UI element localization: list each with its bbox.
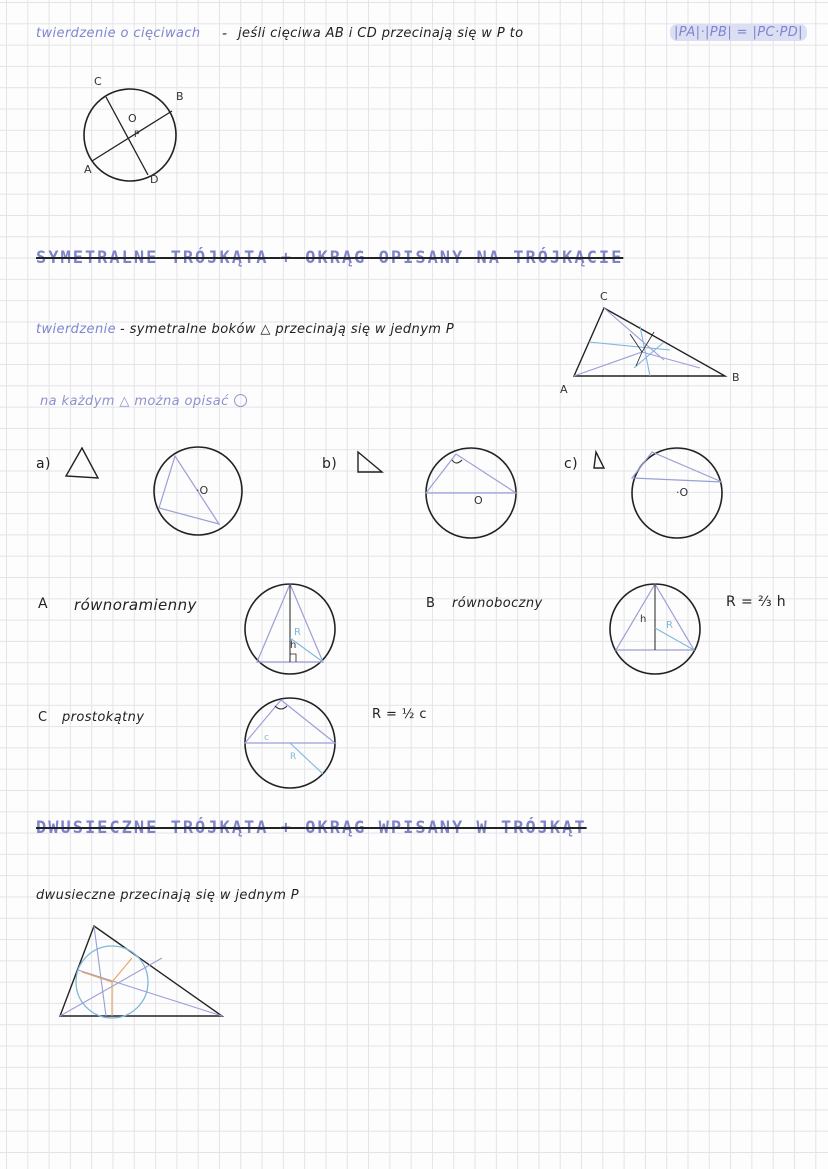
- type-A-letter: A: [38, 596, 48, 612]
- label-R-equilateral: R: [666, 620, 673, 631]
- label-c-right: c: [264, 733, 269, 743]
- label-B: B: [176, 90, 184, 103]
- label-D: D: [150, 173, 159, 186]
- equilateral-formula: R = ⅔ h: [726, 594, 787, 610]
- label-P: P: [134, 130, 140, 140]
- label-h-isosceles: h: [290, 640, 297, 651]
- theorem2-text: - symetralne boków △ przecinają się w jednym P: [120, 322, 455, 337]
- theorem-dash: -: [222, 26, 228, 42]
- acute-triangle-icon: [64, 446, 100, 480]
- center-b: O: [474, 494, 483, 507]
- case-c-label: c): [564, 456, 578, 472]
- chord-circle-figure: [80, 95, 180, 175]
- right-circumcircle: [243, 696, 337, 790]
- label-h-equilateral: h: [640, 614, 647, 625]
- right-triangle-icon: [356, 450, 384, 474]
- label-R-isosceles: R: [294, 627, 301, 638]
- center-c: ·O: [676, 486, 689, 499]
- label-O: O: [128, 112, 137, 125]
- theorem-text: jeśli cięciwa AB i CD przecinają się w P to: [238, 26, 524, 41]
- type-C-letter: C: [38, 710, 48, 725]
- heading-perpendicular-bisectors: SYMETRALNE TRÓJKĄTA + OKRĄG OPISANY NA TRÓJKĄCIE: [36, 248, 624, 268]
- incircle-figure: [58, 924, 224, 1020]
- theorem-term: twierdzenie o cięciwach: [36, 26, 201, 41]
- bisector-triangle-figure: [570, 306, 730, 381]
- bisectors-text: dwusieczne przecinają się w jednym P: [36, 888, 300, 903]
- circumcircle-right: [424, 446, 518, 540]
- equilateral-circumcircle: [608, 582, 702, 676]
- type-A-name: równoramienny: [74, 596, 197, 614]
- tri-label-A: A: [560, 383, 568, 396]
- chord-formula: |PA|·|PB| = |PC·PD|: [670, 25, 807, 40]
- tri-label-C: C: [600, 290, 608, 303]
- right-formula: R = ½ c: [372, 707, 427, 722]
- obtuse-triangle-icon: [592, 450, 606, 470]
- label-C: C: [94, 75, 102, 88]
- isosceles-circumcircle: [243, 582, 337, 676]
- theorem2-term: twierdzenie: [36, 322, 117, 337]
- label-R-right: R: [290, 752, 297, 762]
- center-a: ·O: [196, 484, 209, 497]
- heading-angle-bisectors: DWUSIECZNE TRÓJKĄTA + OKRĄG WPISANY W TRÓJKĄT: [36, 818, 587, 838]
- type-B-name: równoboczny: [452, 596, 543, 611]
- case-b-label: b): [322, 456, 338, 472]
- type-C-name: prostokątny: [62, 710, 145, 725]
- case-a-label: a): [36, 456, 51, 472]
- type-B-letter: B: [426, 596, 436, 611]
- label-A: A: [84, 163, 92, 176]
- tri-label-B: B: [732, 371, 740, 384]
- circumscribe-note: na każdym △ można opisać ○: [40, 390, 249, 410]
